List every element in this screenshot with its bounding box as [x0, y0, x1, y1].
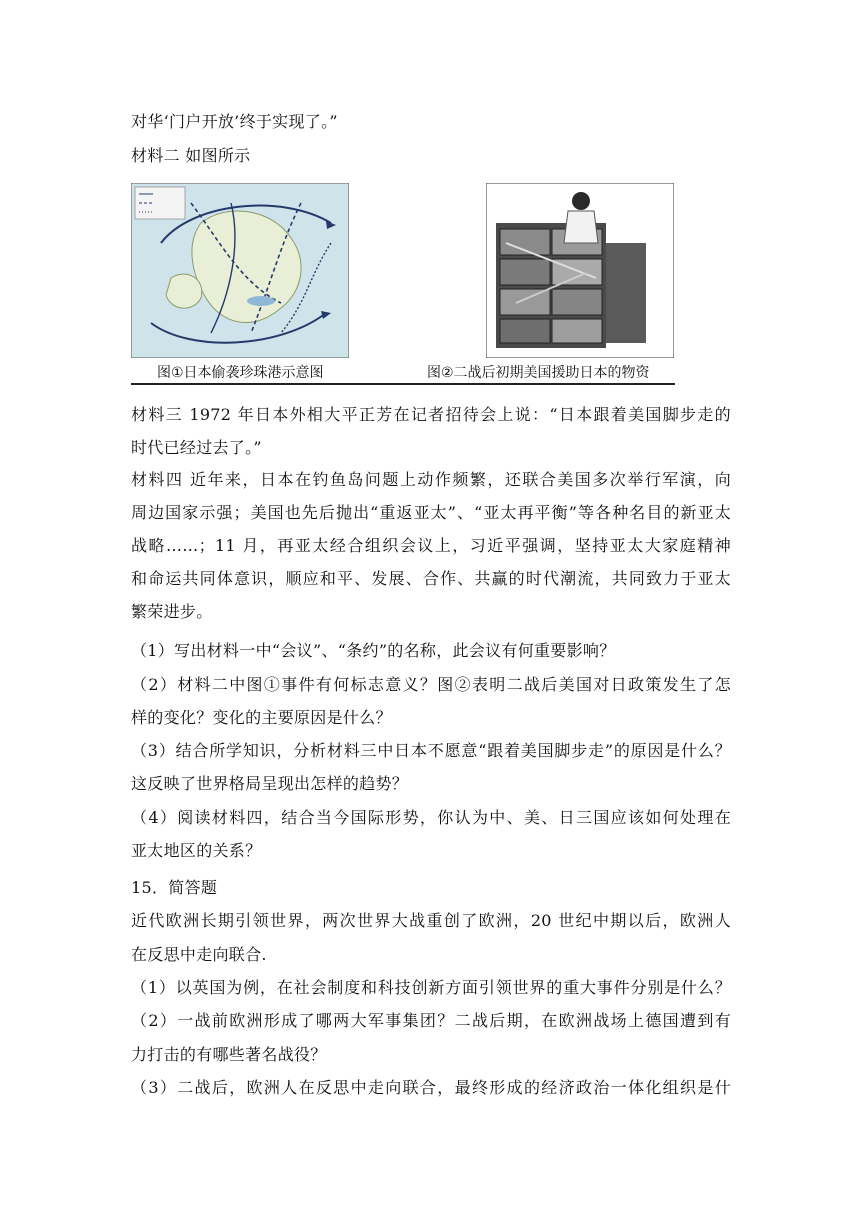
text-line: 周边国家示强；美国也先后抛出“重返亚太”、“亚太再平衡”等各种名目的新亚太: [131, 503, 731, 522]
text-line: 对华‘门户开放’终于实现了。”: [131, 112, 338, 131]
material-four-line: 材料四 近年来，日本在钓鱼岛问题上动作频繁，还联合美国多次举行军演，向: [131, 470, 731, 489]
figure-divider: [131, 383, 675, 385]
material-three-line: 材料三 1972 年日本外相大平正芳在记者招待会上说：“日本跟着美国脚步走的: [131, 405, 731, 424]
text-line: 时代已经过去了。”: [131, 438, 262, 457]
photo-illustration: [486, 183, 674, 358]
text-line: 繁荣进步。: [131, 602, 213, 621]
section-15-question-1: （1）以英国为例，在社会制度和科技创新方面引领世界的重大事件分别是什么？: [131, 978, 731, 997]
material-two-heading: 材料二 如图所示: [131, 146, 251, 165]
section-15-question-2: （2）一战前欧洲形成了哪两大军事集团？二战后期，在欧洲战场上德国遭到有: [131, 1011, 731, 1030]
question-2-cont: 样的变化？变化的主要原因是什么？: [131, 708, 392, 727]
figure-aid-supplies-photo: [486, 183, 674, 358]
section-15-heading: 15．简答题: [131, 878, 218, 897]
text-line: 和命运共同体意识，顺应和平、发展、合作、共赢的时代潮流，共同致力于亚太: [131, 569, 731, 588]
section-15-intro: 近代欧洲长期引领世界，两次世界大战重创了欧洲，20 世纪中期以后，欧洲人: [131, 911, 731, 930]
text-line: 战略……；11 月，再亚太经合组织会议上，习近平强调，坚持亚太大家庭精神: [131, 536, 731, 555]
figure-pearl-harbor-map: [131, 183, 349, 358]
figure-2-caption: 图②二战后初期美国援助日本的物资: [427, 365, 650, 381]
question-1: （1）写出材料一中“会议”、“条约”的名称，此会议有何重要影响？: [131, 641, 616, 660]
section-15-intro-cont: 在反思中走向联合.: [131, 945, 267, 964]
section-15-question-3: （3）二战后，欧洲人在反思中走向联合，最终形成的经济政治一体化组织是什: [131, 1078, 731, 1097]
question-3-cont: 这反映了世界格局呈现出怎样的趋势？: [131, 774, 409, 793]
question-4-cont: 亚太地区的关系？: [131, 841, 262, 860]
question-2: （2）材料二中图①事件有何标志意义？图②表明二战后美国对日政策发生了怎: [131, 675, 731, 694]
question-3: （3）结合所学知识，分析材料三中日本不愿意“跟着美国脚步走”的原因是什么？: [131, 741, 731, 760]
map-illustration: [131, 183, 349, 358]
figure-1-caption: 图①日本偷袭珍珠港示意图: [157, 365, 324, 381]
question-4: （4）阅读材料四，结合当今国际形势，你认为中、美、日三国应该如何处理在: [131, 808, 731, 827]
section-15-question-2-cont: 力打击的有哪些著名战役？: [131, 1045, 327, 1064]
